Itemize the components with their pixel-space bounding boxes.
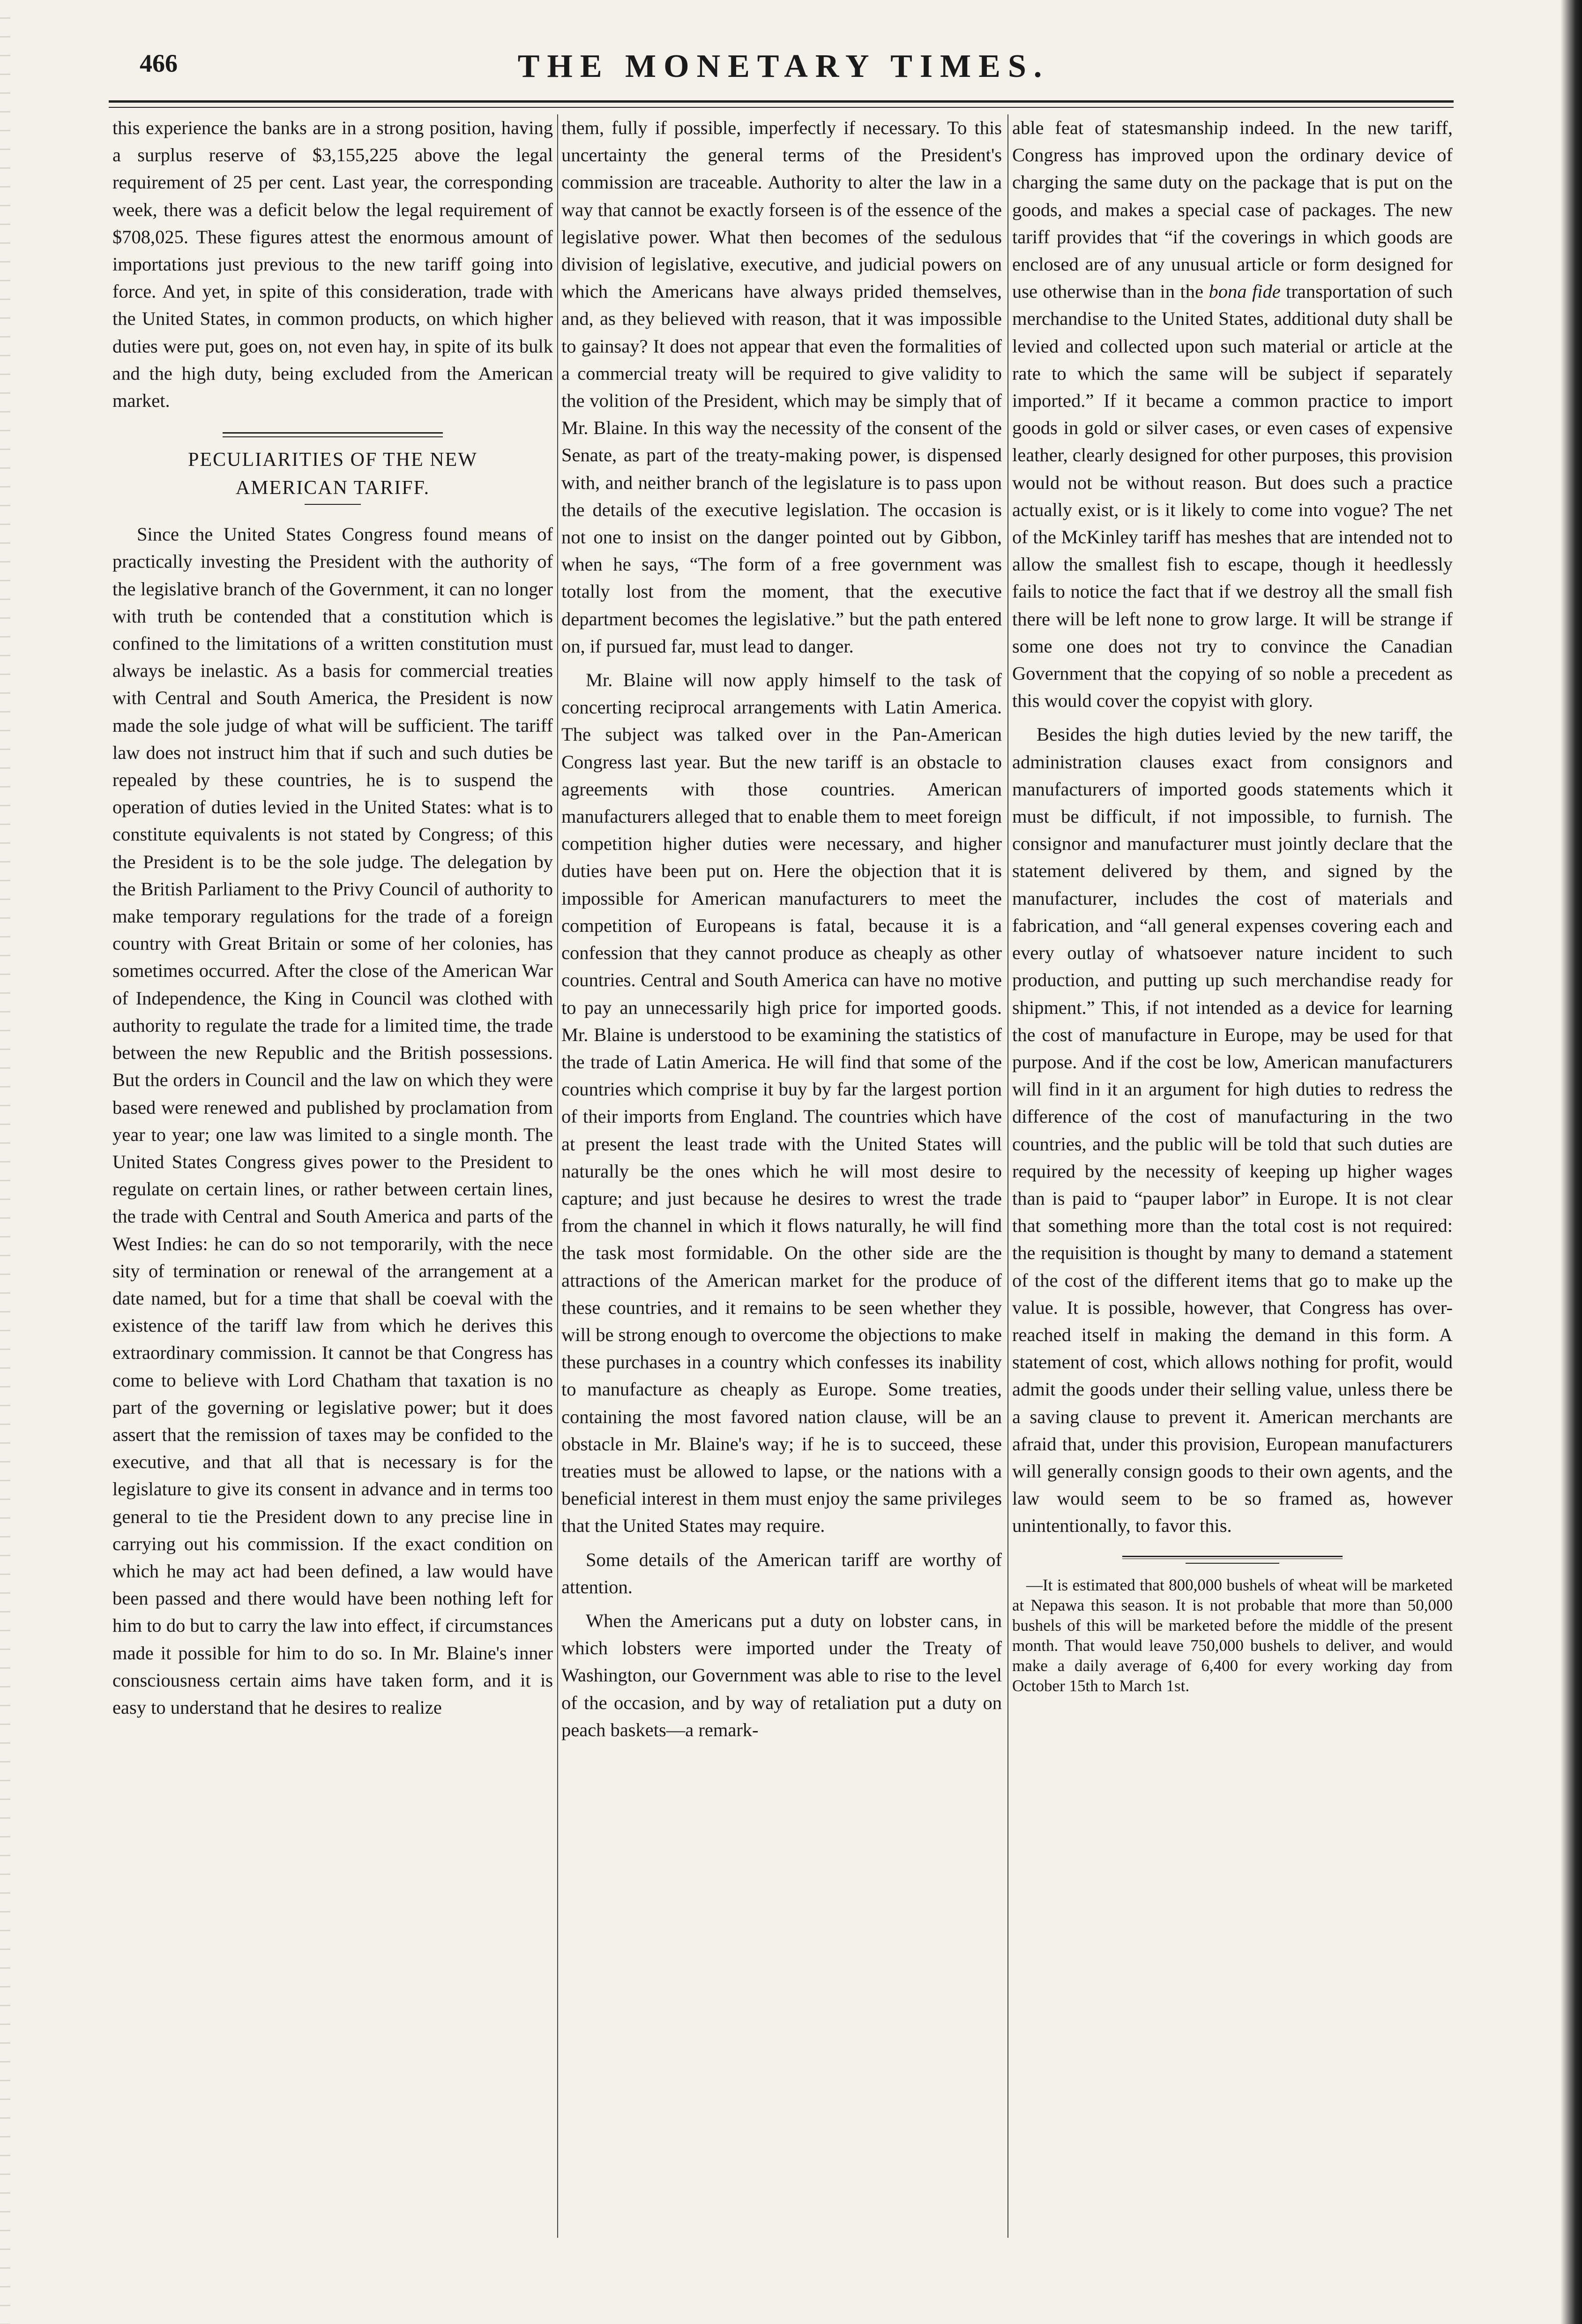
article-paragraph: Since the United States Congress found means of practically investing the President with the authority of the legislative branch of the Government, it can no longer with truth be contended that a constitution which is confined to the limitations of a written constitution must always be inelastic. As a basis for commercial treaties with Central and South America, the President is now made the sole judge of what will be sufficient. The tariff law does not instruct him that if such and such duties be repealed by these countries, he is to suspend the operation of duties levied in the United States: what is to constitute equivalents is not stated by Congress; of this the President is to be the sole judge. The delegation by the British Parliament to the Privy Council of authority to make temporary regulations for the trade of a foreign country with Great Britain or some of her colonies, has sometimes occurred. After the close of the American War of Independence, the King in Council was clothed with authority to regulate the trade for a limited time, the trade between the new Republic and the British possessions. But the orders in Council and the law on which they were based were renewed and published by proclamation from year to year; one law was limited to a single month. The United States Congress gives power to the President to regulate on certain lines, or rather between certain lines, the trade with Central and South America and parts of the West Indies: he can do so not temporarily, with the nece sity of termination or renewal of the arrangement at a date named, but for a time that shall be coeval with the existence of the tariff law from which he derives this extraordinary commission. It cannot be that Congress has come to believe with Lord Chatham that taxation is no part of the governing or legislative power; but it does assert that the remission of taxes may be confided to the executive, and that all that is necessary is for the legislature to give its consent in advance and in terms too general to tie the President down to any precise line in carrying out his commission. If the exact condition on which he may act had been defined, a law would have been passed and there would have been nothing left for him to do but to carry the law into effect, if circumstances made it possible for him to do so. In Mr. Blaine's inner consciousness certain aims have taken form, and it is easy to understand that he desires to realize (112, 524, 553, 1718)
column-divider-1 (557, 114, 558, 2238)
scan-edge-shadow (1560, 0, 1582, 2324)
continued-paragraph: this experience the banks are in a strong position, having a surplus reserve of $3,155,225 above the legal requirement of 25 per cent. Last year, the corresponding week, there was a deficit below the legal requirement of $708,025. These figures attest the enormous amount of importations just previous to the new tariff going into force. And yet, in spite of this consideration, trade with the United States, in common products, on which higher duties were put, goes on, not even hay, in spite of its bulk and the high duty, being excluded from the American market. (112, 117, 553, 412)
news-note (1012, 1575, 1453, 1696)
article-paragraph: Besides the high duties levied by the new tariff, the administration clauses exact from consignors and manufacturers of imported goods statements which it must be difficult, if not impossible, to furnish. The consignor and manufacturer must jointly declare that the statement delivered by them, and signed by the manufacturer, includes the cost of materials and fabrication, and “all general expenses covering each and every outlay of whatsoever nature incident to such production, and putting up such merchandise ready for shipment.” This, if not intended as a device for learning the cost of manufacture in Europe, may be used for that purpose. And if the cost be low, American manufacturers will find in it an argument for high duties to redress the difference of the cost of manufacturing in the two countries, and the public will be told that such duties are required by the necessity of keeping up higher wages than is paid to “pauper labor” in Europe. It is not clear that something more than the total cost is not required: the requisition is thought by many to demand a statement of the cost of the different items that go to make up the value. It is possible, however, that Congress has over-reached itself in making the demand in this form. A statement of cost, which allows nothing for profit, would admit the goods under their selling value, unless there be a saving clause to prevent it. American merchants are afraid that, under this provision, European manufacturers will generally consign goods to their own agents, and the law would seem to be so framed as, however unintentionally, to favor this. (1012, 724, 1453, 1537)
article-paragraph: them, fully if possible, imperfectly if necessary. To this uncertainty the general terms of the President's commission are traceable. Authority to alter the law in a way that cannot be exactly forseen is of the essence of the legislative power. What then becomes of the sedulous division of legislative, executive, and judicial powers on which the Americans have always prided themselves, and, as they believed with reason, that it was impossible to gainsay? It does not appear that even the formalities of a commercial treaty will be required to give validity to the volition of the President, which may be simply that of Mr. Blaine. In this way the necessity of the consent of the Senate, as part of the treaty-making power, is dispensed with, and neither branch of the legislature is to pass upon the details of the executive legislation. The occasion is not one to insist on the danger pointed out by Gibbon, when he says, “The form of a free government was totally lost from the moment, that the executive department becomes the legislative.” but the path entered on, if pursued far, must lead to danger. (561, 117, 1002, 657)
header-rule-thick (109, 100, 1454, 103)
masthead-title: THE MONETARY TIMES. (517, 48, 1050, 84)
page-header (109, 45, 1458, 97)
section-divider (223, 432, 443, 437)
article-title-line-2: AMERICAN TARIFF. (235, 477, 430, 499)
article-paragraph: When the Americans put a duty on lobster cans, in which lobsters were imported under the Treaty of Washington, our Government was able to rise to the level of the occasion, and by way of retaliation put a duty on peach baskets—a remark- (561, 1610, 1002, 1740)
page-number: 466 (140, 49, 178, 77)
article-paragraph: Some details of the American tariff are worthy of attention. (561, 1549, 1002, 1597)
column-3 (1012, 114, 1453, 2252)
header-rule-thin (109, 107, 1454, 108)
article-title (112, 446, 553, 502)
news-note-text: —It is estimated that 800,000 bushels of wheat will be marketed at Nepawa this season. It is not probable that more than 50,000 bushels of this will be marketed before the middle of the present month. That would leave 750,000 bushels to deliver, and would make a daily average of 6,400 for every working day from October 15th to March 1st. (1012, 1575, 1453, 1695)
column-1 (112, 114, 553, 2252)
italic-phrase: bona fide (1209, 281, 1281, 302)
scan-margin-specks (0, 0, 10, 2324)
article-title-line-1: PECULIARITIES OF THE NEW (188, 449, 478, 471)
section-divider (1122, 1556, 1343, 1559)
section-divider-short (1186, 1563, 1279, 1564)
paragraph-text: transportation of such merchandise to the United States, additional duty shall be levied and collected upon such material or article at the rate to which the same will be subject if separately imported.” If it became a common practice to import goods in gold or silver cases, or even cases of expensive leather, clearly designed for other purposes, this provision would not be without reason. But does such a practice actually exist, or is it likely to come into vogue? The net of the McKinley tariff has meshes that are intended not to allow the smallest fish to escape, though it heedlessly fails to notice the fact that if we destroy all the small fish there will be left none to grow large. It will be strange if some one does not try to convince the Canadian Government that the copying of so noble a precedent as this would cover the copyist with glory. (1012, 281, 1453, 712)
paragraph-text: able feat of statesmanship indeed. In the new tariff, Congress has improved upon the ordinary device of charging the same duty on the package that is put on the goods, and makes a special case of packages. The new tariff provides that “if the coverings in which goods are enclosed are of any unusual article or form designed for use otherwise than in the (1012, 117, 1453, 302)
title-underline (305, 504, 361, 505)
column-divider-2 (1007, 114, 1008, 2238)
article-paragraph (1012, 114, 1453, 714)
article-paragraph: Mr. Blaine will now apply himself to the task of concerting reciprocal arrangements with Latin America. The subject was talked over in the Pan-American Congress last year. But the new tariff is an obstacle to agreements with those countries. American manufacturers alleged that to enable them to meet foreign competition higher duties were necessary, and higher duties have been put on. Here the objection that it is impossible for American manufacturers to meet the competition of Europeans is fatal, because it is a confession that they cannot produce as cheaply as other countries. Central and South America can have no motive to pay an unnecessarily high price for imported goods. Mr. Blaine is understood to be examining the statistics of the trade of Latin America. He will find that some of the countries which comprise it buy by far the largest portion of their imports from England. The countries which have at present the least trade with the United States will naturally be the ones which he will most desire to capture; and just because he desires to wrest the trade from the channel in which it flows naturally, he will find the task most formidable. On the other side are the attractions of the American market for the produce of these countries, and it remains to be seen whether they will be strong enough to overcome the objections to make these purchases in a country which confesses its inability to manufacture as cheaply as Europe. Some treaties, containing the most favored nation clause, will be an obstacle in Mr. Blaine's way; if he is to succeed, these treaties must be allowed to lapse, or the nations with a beneficial interest in them must enjoy the same privileges that the United States may require. (561, 669, 1002, 1537)
column-2 (561, 114, 1002, 2252)
